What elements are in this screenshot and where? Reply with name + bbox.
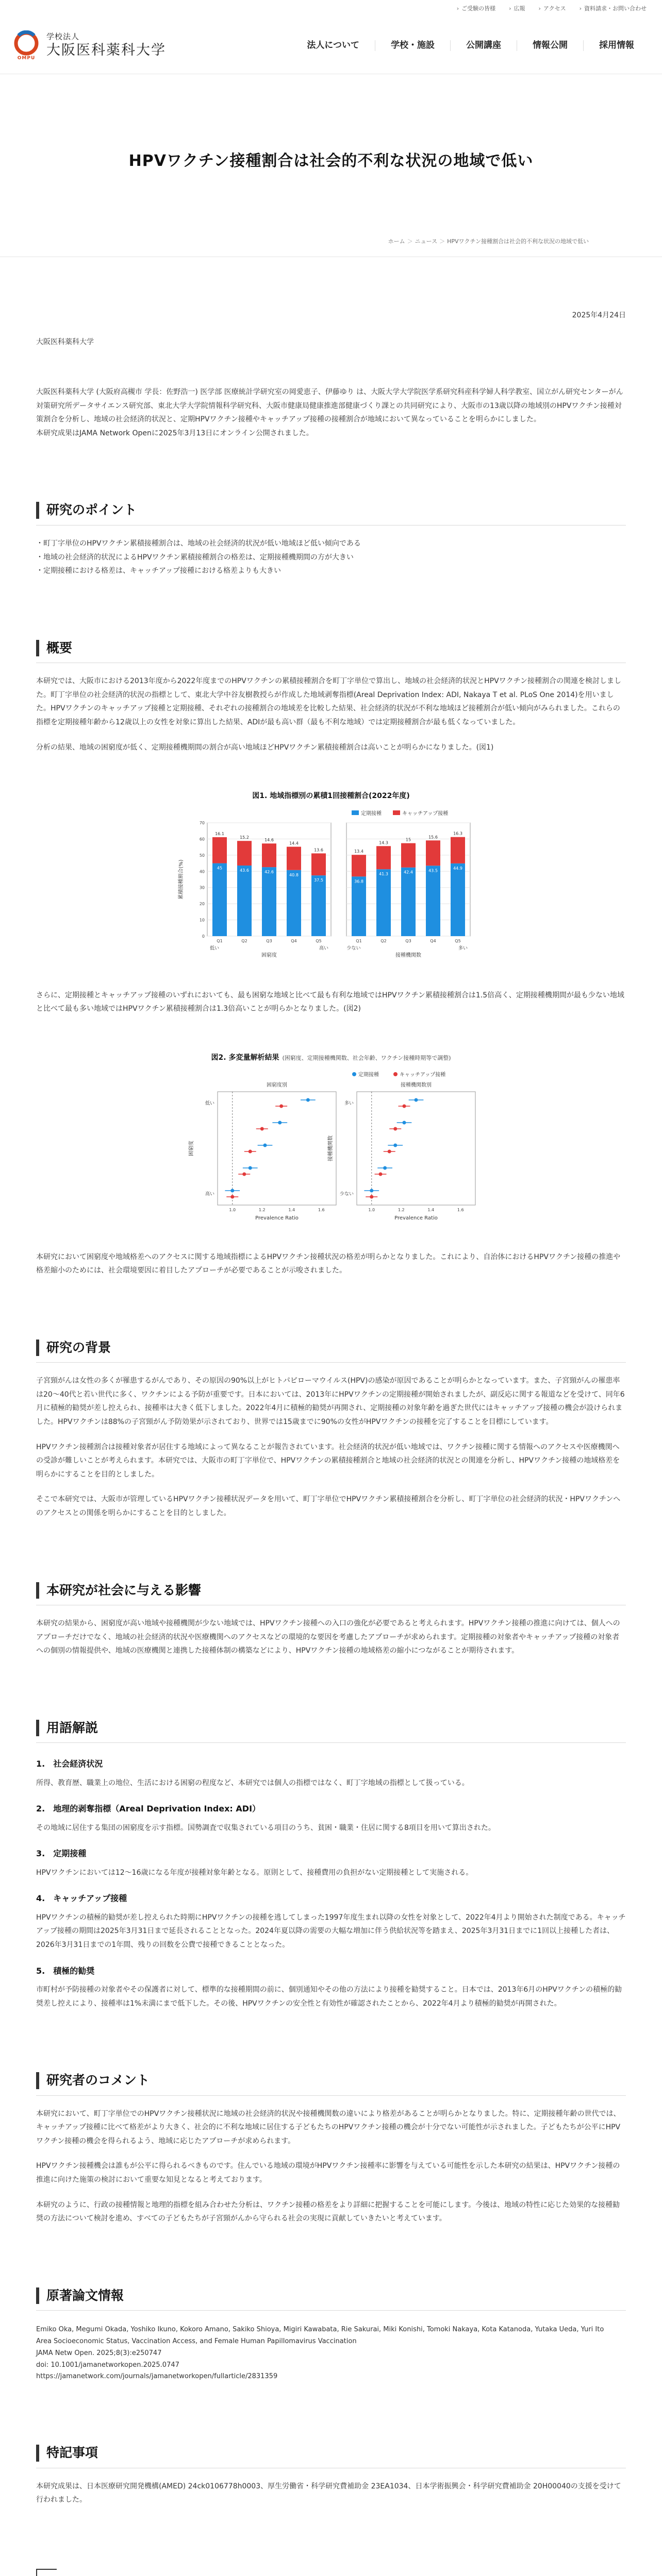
panel-title: 接種機関数別	[401, 1082, 432, 1088]
data-label-catchup: 15.2	[240, 835, 249, 840]
lead-paragraph: 大阪医科薬科大学 (大阪府高槻市 学長：佐野浩一) 医学部 医療統計学研究室の岡愛恵子、伊藤ゆり は、大阪大学大学院医学系研究科産科学婦人科学教室、国立がん研究センターがん対策研究所データサイエンス研究部、東北大学大学院情報科学研究科、大阪市健康局健康推進部健康づくり課との共同研究により、大阪市の13歳以降の地域別のHPVワクチン接種対策割合を分析し、地域の社会経済的状況と、定期HPVワクチン接種やキャッチアップ接種の接種割合が地域において異なっていることを明らかにしました。	[36, 388, 623, 424]
breadcrumb-separator: ＞	[407, 238, 413, 245]
figure-2-chart	[176, 1069, 486, 1239]
term-heading: 1. 社会経済状況	[36, 1759, 103, 1769]
bar-catchup	[451, 837, 465, 863]
term-heading: 3. 定期接種	[36, 1849, 87, 1859]
term-text: 市町村が予防接種の対象者やその保護者に対して、標準的な接種期間の前に、個別通知やその他の方法により接種を勧奨すること。日本では、2013年6月のHPVワクチンの積極的勧奨差し控えにより、接種率は1%未満にまで低下した。その後、HPVワクチンの安全性と有効性が確認されたことから、2022年4月より積極的勧奨が再開された。	[36, 1985, 622, 2008]
x-tick-label: 1.0	[368, 1207, 375, 1212]
group-label-high: 高い	[319, 945, 329, 951]
divider	[36, 2095, 626, 2096]
y-tick-label: 10	[199, 918, 205, 923]
divider	[36, 525, 626, 526]
section-heading-terms: 用語解説	[36, 1720, 626, 1737]
bar-catchup	[237, 841, 252, 866]
y-axis-label: 累積接種割合(%)	[178, 859, 184, 900]
paragraph: HPVワクチン接種機会は誰もが公平に得られるべきものです。住んでいる地域の環境がHPVワクチン接種率に影響を与えている可能性を示した本研究の結果は、HPVワクチン接種の推進に向けた施策の検討において重要な知見となると考えております。	[36, 2162, 620, 2184]
x-tick-label: 1.2	[258, 1207, 266, 1212]
point-catchup	[379, 1172, 383, 1176]
breadcrumb-current: HPVワクチン接種割合は社会的不利な状況の地域で低い	[447, 238, 589, 245]
data-label-catchup: 14.4	[289, 841, 299, 846]
paragraph: HPVワクチン接種割合は接種対象者が居住する地域によって異なることが報告されています。社会経済的状況が低い地域では、ワクチン接種に関する情報へのアクセスや医療機関への受診が難しいことが考えられます。本研究では、大阪市の町丁字単位で、HPVワクチンの累積接種割合と地域の社会経済的状況との関連を分析し、HPVワクチン接種の地域格差を明らかにすることを目的としました。	[36, 1443, 620, 1479]
term-heading: 5. 積極的勧奨	[36, 1965, 95, 1976]
utility-link-contact[interactable]: › 資料請求・お問い合わせ	[580, 4, 647, 14]
y-tick-label: 少ない	[339, 1191, 354, 1197]
funding-body	[36, 2480, 626, 2507]
corner-decoration	[36, 2569, 57, 2576]
section-heading-overview: 概要	[36, 640, 626, 657]
y-tick-label: 0	[202, 934, 205, 939]
section-heading-impact: 本研究が社会に与える影響	[36, 1582, 626, 1599]
x-tick-label: 1.6	[318, 1207, 325, 1212]
utility-bar	[0, 0, 662, 18]
legend-marker-routine	[352, 1072, 356, 1076]
term-heading: 2. 地理的剥奪指標（Areal Deprivation Index: ADI）	[36, 1804, 261, 1814]
point-catchup	[370, 1195, 373, 1198]
point-routine	[230, 1189, 234, 1192]
x-tick-label: Q2	[241, 938, 247, 943]
paper-authors: Emiko Oka, Megumi Okada, Yoshiko Ikuno, Kokoro Amano, Sakiko Shioya, Migiri Kawabata, Rie Sakurai, Miki Konishi, Tomoki Nakaya, Kota Katanoda, Yutaka Ueda, Yuri Ito	[36, 2326, 604, 2334]
point-routine	[249, 1166, 252, 1170]
bar-catchup	[262, 843, 276, 867]
paper-link[interactable]: https://jamanetwork.com/journals/jamanetworkopen/fullarticle/2831359	[36, 2372, 278, 2381]
y-tick-label: 70	[199, 820, 205, 825]
panel-frame	[357, 1092, 475, 1205]
data-label-catchup: 16.3	[453, 831, 462, 836]
data-label-catchup: 15	[405, 837, 411, 842]
arrow-right-icon: ›	[509, 5, 511, 12]
term-text: HPVワクチンにおいては12〜16歳になる年度が接種対象年齢となる。原則として、接種費用の負担がない定期接種として実施される。	[36, 1868, 473, 1877]
bar-routine	[212, 863, 227, 936]
bar-routine	[426, 866, 440, 936]
section-heading-points: 研究のポイント	[36, 502, 626, 519]
contact-box	[36, 2569, 626, 2576]
x-tick-label: Q5	[316, 938, 322, 943]
y-axis-label: 困窮度	[189, 1140, 194, 1156]
point-routine	[278, 1121, 282, 1124]
term-heading: 4. キャッチアップ接種	[36, 1893, 127, 1904]
paragraph: 本研究では、大阪市における2013年度から2022年度までのHPVワクチンの累積接種割合を町丁字単位で算出し、地域の社会経済的状況とHPVワクチン接種割合の関連を検討しました。町丁字単位の社会経済的状況の指標として、東北大学中谷友樹教授らが作成した地域剥奪指標(Areal Deprivation Index: ADI, Nakaya T et al. PLoS One 2014)を用いました。HPVワクチンのキャッチアップ接種と定期接種、それぞれの接種割合の地域差を比較した結果、社会経済的状況が不利な地域ほど接種割合が低い傾向がみられました。これらの指標を定期接種年齢から12歳以上の女性を対象に算出した結果、ADIが最も高い群（最も不利な地域）では定期接種割合が最も低くなっていました。	[36, 677, 621, 727]
breadcrumb-news[interactable]: ニュース	[415, 238, 438, 245]
point-routine	[306, 1098, 310, 1101]
x-axis-label: Prevalence Ratio	[394, 1215, 438, 1221]
group-label-low: 低い	[209, 945, 220, 951]
figure-2-title: 図2. 多変量解析結果 (困窮度、定期接種機関数、社会年齢、ワクチン接種時期等で調整)	[211, 1053, 451, 1062]
point-routine	[415, 1098, 418, 1101]
nav-item-careers[interactable]: 採用情報	[583, 40, 650, 50]
bar-catchup	[287, 846, 301, 870]
point-catchup	[230, 1195, 234, 1198]
bar-routine	[401, 868, 416, 936]
x-axis-label: 接種機関数	[395, 952, 421, 958]
y-tick-label: 20	[199, 901, 205, 906]
y-tick-label: 30	[199, 885, 205, 890]
paragraph: 本研究において、町丁字単位でのHPVワクチン接種状況に地域の社会経済的状況や接種機関数の違いにより格差があることが明らかとなりました。特に、定期接種年齢の世代では、キャッチアップ接種に比べて格差がより大きく、社会的に不利な地域に居住する子どもたちのHPVワクチン接種の機会が十分でない可能性が示されました。子どもたちが公平にHPVワクチン接種の機会を得られるよう、地域に応じたアプローチが求められます。	[36, 2109, 621, 2145]
breadcrumb-home[interactable]: ホーム	[388, 238, 405, 245]
legend-label-routine: 定期接種	[361, 810, 382, 817]
point-routine	[370, 1189, 373, 1192]
divider	[36, 2310, 626, 2311]
arrow-right-icon: ›	[538, 5, 541, 12]
x-tick-label: 1.6	[457, 1207, 464, 1212]
utility-link-pr[interactable]: › 広報	[509, 4, 525, 14]
data-label-catchup: 14.6	[264, 838, 274, 843]
data-label-catchup: 13.6	[314, 848, 323, 853]
paragraph: 子宮頸がんは女性の多くが罹患するがんであり、その原因の90%以上がヒトパピローマウイルス(HPV)の感染が原因であることが明らかとなっています。また、子宮頸がんの罹患率は20〜40代と若い世代に多く、ワクチンによる予防が重要です。日本においては、2013年にHPVワクチンの定期接種が開始されましたが、副反応に関する報道などを受けて、同年6月に積極的勧奨が差し控えられ、接種率は大きく低下しました。2022年4月に積極的勧奨が再開され、定期接種の対象年齢を過ぎた世代にはキャッチアップ接種の機会が設けられました。HPVワクチンは88%の子宮頸がん予防効果が示されており、世界では15歳までに90%の女性がHPVワクチンの接種を完了することを目標にしています。	[36, 1377, 625, 1427]
x-tick-label: Q3	[266, 938, 272, 943]
divider	[36, 1742, 626, 1743]
x-tick-label: 1.4	[427, 1207, 435, 1212]
x-tick-label: Q5	[455, 938, 461, 943]
bar-catchup	[426, 840, 440, 866]
nav-item-lectures[interactable]: 公開講座	[450, 40, 517, 50]
x-axis-label: 困窮度	[261, 952, 277, 958]
point-catchup	[388, 1149, 391, 1153]
bar-routine	[287, 870, 301, 936]
x-tick-label: 1.4	[288, 1207, 295, 1212]
figure-2	[36, 1051, 626, 1239]
overview-body-3	[36, 1250, 626, 1278]
x-axis-label: Prevalence Ratio	[255, 1215, 299, 1221]
panel-frame	[218, 1092, 336, 1205]
section-heading-background: 研究の背景	[36, 1340, 626, 1357]
legend-swatch-routine	[352, 810, 359, 815]
data-label-routine: 40.8	[289, 872, 299, 877]
data-label-catchup: 15.6	[428, 835, 438, 840]
lead-paragraph: 本研究成果はJAMA Network Openに2025年3月13日にオンライン公開されました。	[36, 429, 313, 437]
x-tick-label: 1.0	[229, 1207, 236, 1212]
data-label-routine: 42.4	[404, 870, 413, 875]
term-text: HPVワクチンの積極的勧奨が差し控えられた時期にHPVワクチンの接種を逃してしまった1997年度生まれ以降の女性を対象として、2022年4月より開始された制度である。キャッチアップ接種の期間は2025年3月31日まで延長されることとなった。2024年夏以降の需要の大幅な増加に伴う供給状況等を踏まえ、2025年3月31日までに1回以上接種した者は、2026年3月31日までの1年間、残りの回数を公費で接種できることとなった。	[36, 1913, 626, 1949]
arrow-right-icon: ›	[579, 5, 582, 12]
section-heading-comment: 研究者のコメント	[36, 2072, 626, 2089]
publish-date: 2025年4月24日	[572, 311, 626, 319]
paragraph: さらに、定期接種とキャッチアップ接種のいずれにおいても、最も困窮な地域と比べて最も有利な地域ではHPVワクチン累積接種割合は1.5倍高く、定期接種機期間が最も少ない地域と比べて最も多い地域ではHPVワクチン累積接種割合は1.3倍高いことが明らかとなりました。(図2)	[36, 991, 624, 1013]
data-label-routine: 42.6	[264, 869, 274, 874]
paragraph: 本研究の結果から、困窮度が高い地域や接種機関が少ない地域では、HPVワクチン接種への入口の強化が必要であると考えられます。HPVワクチン接種の推進に向けては、個人へのアプローチだけでなく、地域の社会経済的状況や医療機関へのアクセスなどの環境的な要因を考慮したアプローチが求められます。定期接種の対象者やキャッチアップ接種の対象者への個別の情報提供や、地域の医療機関と連携した接種体制の構築などにより、HPVワクチン接種の地域格差の縮小につながることが期待されます。	[36, 1619, 620, 1655]
group-label-high: 多い	[458, 945, 468, 951]
point-catchup	[393, 1127, 397, 1130]
divider	[36, 1362, 626, 1363]
nav-item-schools[interactable]: 学校・施設	[375, 40, 450, 50]
data-label-routine: 44.9	[453, 866, 462, 871]
point-catchup	[403, 1104, 406, 1108]
figure-1-chart	[176, 807, 486, 977]
organization: 大阪医科薬科大学	[36, 338, 94, 347]
paper-journal: JAMA Netw Open. 2025;8(3):e250747	[36, 2349, 162, 2357]
university-emblem-icon: OMPU	[11, 30, 41, 61]
point-catchup	[260, 1127, 264, 1130]
bar-catchup	[401, 843, 416, 867]
list-item: ・町丁字単位のHPVワクチン累積接種割合は、地域の社会経済的状況が低い地域ほど低い傾向である	[36, 539, 361, 548]
nav-item-disclosure[interactable]: 情報公開	[517, 40, 583, 50]
legend-marker-catchup	[393, 1072, 398, 1076]
breadcrumb-separator: ＞	[439, 238, 445, 245]
impact-body	[36, 1617, 626, 1658]
point-routine	[383, 1166, 387, 1170]
bar-catchup	[376, 846, 391, 869]
paragraph: そこで本研究では、大阪市が管理しているHPVワクチン接種状況データを用いて、町丁字単位でHPVワクチン累積接種割合を分析し、町丁字単位の社会経済的状況・HPVワクチンへのアクセスとの関係を明らかにすることを目的としました。	[36, 1495, 621, 1518]
group-label-low: 少ない	[346, 945, 361, 951]
lead-text	[36, 385, 626, 440]
y-tick-label: 40	[199, 869, 205, 874]
data-label-routine: 43.5	[428, 868, 438, 873]
bar-routine	[237, 866, 252, 936]
data-label-routine: 41.3	[379, 871, 388, 876]
x-tick-label: Q1	[217, 938, 223, 943]
x-tick-label: Q2	[380, 938, 387, 943]
paragraph: 本研究成果は、日本医療研究開発機構(AMED) 24ck0106778h0003、厚生労働省・科学研究費補助金 23EA1034、日本学術振興会・科学研究費補助金 20H00040の支援を受けて行われました。	[36, 2482, 621, 2504]
terms-body	[36, 1756, 626, 2010]
legend-label-routine: 定期接種	[358, 1072, 379, 1078]
title-area	[0, 74, 662, 176]
point-routine	[403, 1121, 406, 1124]
point-routine	[263, 1143, 267, 1147]
site-header	[0, 18, 662, 74]
points-list	[36, 537, 626, 578]
y-axis-label: 接種機関数	[328, 1135, 334, 1161]
list-item: ・定期接種における格差は、キャッチアップ接種における格差よりも大きい	[36, 567, 282, 575]
data-label-routine: 43.6	[240, 868, 249, 873]
article	[36, 257, 626, 2576]
paragraph: 本研究のように、行政の接種情報と地理的指標を組み合わせた分析は、ワクチン接種の格差をより詳細に把握することを可能にします。今後は、地域の特性に応じた効果的な接種勧奨の方法について検討を進め、すべての子どもたちが子宮頸がんから守られる社会の実現に貢献していきたいと考えています。	[36, 2200, 620, 2223]
y-tick-label: 60	[199, 837, 205, 842]
bar-routine	[376, 869, 391, 936]
background-body	[36, 1374, 626, 1520]
legend-label-catchup: キャッチアップ接種	[402, 810, 449, 817]
breadcrumb	[0, 236, 662, 247]
panel-title: 困窮度別	[267, 1082, 287, 1088]
utility-link-applicants[interactable]: › ご受験の皆様	[457, 4, 495, 14]
figure-1	[36, 789, 626, 977]
site-logo[interactable]: OMPU 学校法人 大阪医科薬科大学	[11, 30, 166, 61]
bar-routine	[451, 863, 465, 936]
term-text: 所得、教育歴、職業上の地位、生活における困窮の程度など、本研究では個人の指標ではなく、町丁字地域の指標として扱っている。	[36, 1778, 469, 1787]
x-tick-label: 1.2	[398, 1207, 405, 1212]
y-tick-label: 高い	[205, 1191, 214, 1197]
point-routine	[393, 1143, 397, 1147]
x-tick-label: Q3	[405, 938, 411, 943]
data-label-routine: 36.8	[354, 879, 363, 884]
paper-title: Area Socioeconomic Status, Vaccination Access, and Female Human Papillomavirus Vaccination	[36, 2337, 357, 2345]
overview-body-2	[36, 989, 626, 1016]
overview-body	[36, 674, 626, 754]
legend-label-catchup: キャッチアップ接種	[400, 1072, 446, 1078]
y-tick-label: 50	[199, 853, 205, 858]
x-tick-label: Q4	[430, 938, 436, 943]
section-heading-funding: 特記事項	[36, 2445, 626, 2462]
global-nav	[291, 18, 650, 74]
x-tick-label: Q1	[356, 938, 362, 943]
legend-swatch-catchup	[393, 810, 400, 815]
data-label-routine: 37.5	[314, 877, 323, 883]
bar-routine	[352, 876, 366, 936]
section-heading-paper: 原著論文情報	[36, 2287, 626, 2304]
bar-catchup	[212, 837, 227, 863]
point-catchup	[242, 1172, 246, 1176]
utility-link-access[interactable]: › アクセス	[539, 4, 566, 14]
arrow-right-icon: ›	[456, 5, 459, 12]
list-item: ・地域の社会経済的状況によるHPVワクチン累積接種割合の格差は、定期接種機期間の方が大きい	[36, 553, 354, 562]
page-title: HPVワクチン接種割合は社会的不利な状況の地域で低い	[128, 152, 534, 170]
paper-doi[interactable]: doi: 10.1001/jamanetworkopen.2025.0747	[36, 2361, 179, 2369]
paragraph: 本研究において困窮度や地域格差へのアクセスに関する地域指標によるHPVワクチン接種状況の格差が明らかとなりました。これにより、自治体におけるHPVワクチン接種の推進や格差縮小のためには、社会環境要因に着目したアプローチが必要であることが示唆されました。	[36, 1252, 621, 1275]
nav-item-about[interactable]: 法人について	[307, 40, 359, 51]
bar-routine	[311, 875, 326, 936]
point-catchup	[249, 1149, 252, 1153]
bar-catchup	[311, 853, 326, 875]
comment-body	[36, 2107, 626, 2226]
data-label-catchup: 13.4	[354, 849, 363, 854]
x-tick-label: Q4	[291, 938, 297, 943]
data-label-catchup: 14.3	[379, 840, 388, 845]
figure-1-title: 図1. 地域指標別の累積1回接種割合(2022年度)	[252, 792, 410, 801]
bar-catchup	[352, 855, 366, 876]
term-text: その地域に居住する集団の困窮度を示す指標。国勢調査で収集されている項目のうち、貧困・職業・住居に関する8項目を用いて算出された。	[36, 1823, 495, 1832]
data-label-routine: 45	[217, 866, 223, 871]
bar-routine	[262, 867, 276, 936]
paper-info	[36, 2324, 626, 2383]
data-label-catchup: 16.1	[215, 831, 224, 836]
point-catchup	[279, 1104, 283, 1108]
y-tick-label: 低い	[205, 1100, 214, 1106]
y-tick-label: 多い	[344, 1100, 354, 1106]
paragraph: 分析の結果、地域の困窮度が低く、定期接種機期間の割合が高い地域ほどHPVワクチン累積接種割合は高いことが明らかになりました。(図1)	[36, 743, 494, 752]
